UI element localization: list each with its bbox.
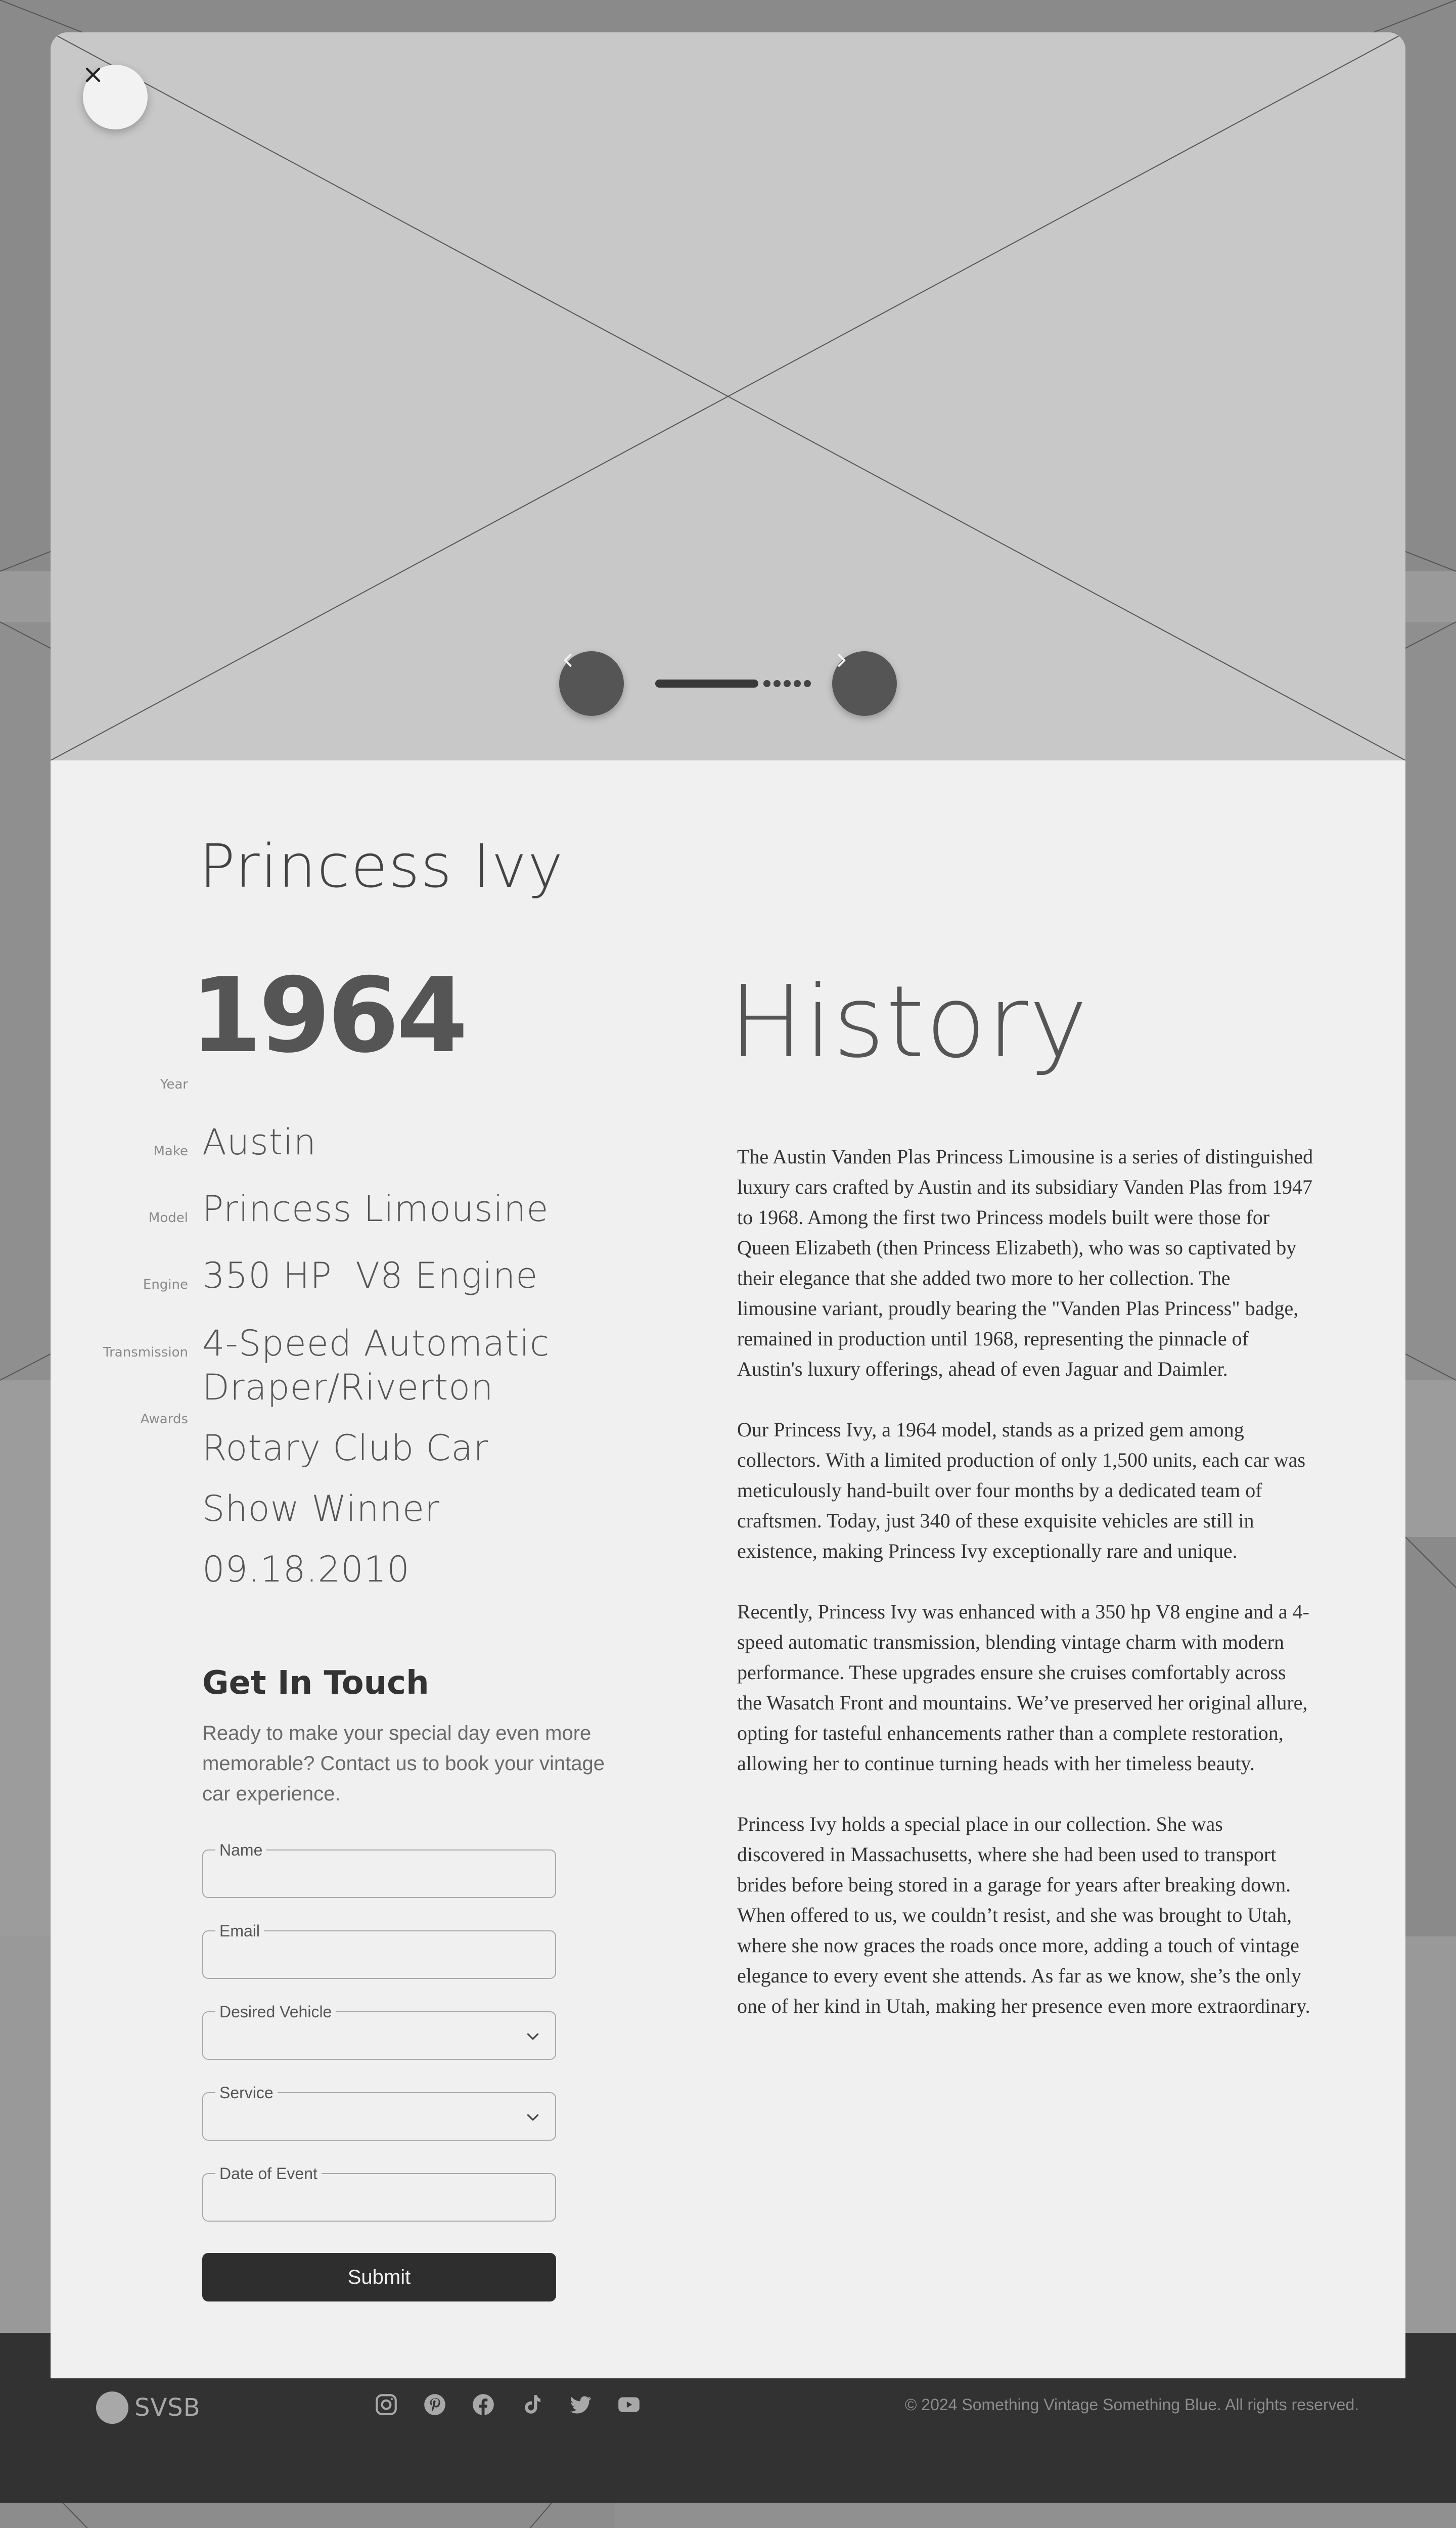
slide-dot-active[interactable] xyxy=(655,680,758,688)
spec-year-value: 1964 xyxy=(190,956,465,1076)
desired-vehicle-select[interactable] xyxy=(202,2003,556,2060)
spec-make-label: Make xyxy=(153,1144,188,1159)
facebook-icon[interactable] xyxy=(469,2390,497,2419)
chevron-right-icon xyxy=(832,651,850,669)
slide-dot[interactable] xyxy=(804,680,811,687)
spec-awards-label: Awards xyxy=(140,1412,188,1427)
contact-description: Ready to make your special day even more memorable? Contact us to book your vintage car experience. xyxy=(202,1722,605,1805)
award-line: Draper/Riverton xyxy=(202,1367,494,1408)
car-detail-modal xyxy=(51,32,1405,2378)
logo-text: SVSB xyxy=(134,2394,201,2422)
logo-mark-icon xyxy=(96,2391,128,2424)
slide-dot[interactable] xyxy=(794,680,801,687)
social-links xyxy=(372,2390,643,2419)
award-line: 09.18.2010 xyxy=(202,1549,410,1590)
spec-year-label: Year xyxy=(160,1077,188,1092)
next-image-button[interactable] xyxy=(832,651,897,716)
spec-model-label: Model xyxy=(148,1210,188,1226)
history-text xyxy=(737,1142,1313,2052)
slide-indicator xyxy=(655,679,811,689)
spec-make-value: Austin xyxy=(202,1121,316,1163)
contact-heading: Get In Touch xyxy=(202,1664,429,1702)
pinterest-icon[interactable] xyxy=(421,2390,449,2419)
instagram-icon[interactable] xyxy=(372,2390,400,2419)
image-gallery xyxy=(51,32,1405,760)
twitter-icon[interactable] xyxy=(566,2390,595,2419)
history-paragraph: Our Princess Ivy, a 1964 model, stands as a prized gem among collectors. With a limited production of only 1,500 units, each car was meticulously hand-built over four months by a dedicated team of craftsmen. Today, just 340 of these exquisite vehicles are still in existence, making Princess Ivy exceptionally rare and unique. xyxy=(737,1418,1306,1562)
close-icon xyxy=(83,65,103,85)
date-of-event-label: Date of Event xyxy=(215,2164,322,2183)
service-select[interactable] xyxy=(202,2084,556,2141)
history-heading: History xyxy=(729,965,1089,1080)
award-line: Rotary Club Car xyxy=(202,1427,489,1469)
email-field-label: Email xyxy=(215,1921,264,1940)
history-paragraph: Princess Ivy holds a special place in our collection. She was discovered in Massachusetts, where she had been used to transport brides before being stored in a garage for years after breaking down. When offered to us, we couldn’t resist, and she was brought to Utah, where she now graces the roads once more, adding a touch of vintage elegance to every event she attends. As far as we know, she’s the only one of her kind in Utah, making her presence even more extraordinary. xyxy=(737,1813,1310,2017)
background-car-card xyxy=(614,2501,1456,2528)
slide-dot[interactable] xyxy=(763,680,770,687)
spec-awards-value xyxy=(202,1357,493,1600)
previous-image-button[interactable] xyxy=(559,651,624,716)
close-button[interactable] xyxy=(83,65,148,129)
chevron-left-icon xyxy=(559,651,577,669)
spec-transmission-value: 4-Speed Automatic xyxy=(202,1323,550,1364)
footer-logo[interactable] xyxy=(96,2391,201,2424)
name-field[interactable] xyxy=(202,1841,556,1898)
slide-dot[interactable] xyxy=(784,680,791,687)
date-of-event-field[interactable] xyxy=(202,2164,556,2222)
award-line: Show Winner xyxy=(202,1488,440,1529)
chevron-down-icon xyxy=(525,2109,541,2126)
email-field[interactable] xyxy=(202,1922,556,1979)
history-paragraph: The Austin Vanden Plas Princess Limousine is a series of distinguished luxury cars crafted by Austin and its subsidiary Vanden Plas from 1947 to 1968. Among the first two Princess models built were those for Queen Elizabeth (then Princess Elizabeth), who was so captivated by their elegance that she added two more to her collection. The limousine variant, proudly bearing the "Vanden Plas Princess" badge, remained in production until 1968, representing the pinnacle of Austin's luxury offerings, ahead of even Jaguar and Daimler. xyxy=(737,1145,1313,1380)
slide-dot[interactable] xyxy=(774,680,781,687)
history-paragraph: Recently, Princess Ivy was enhanced with a 350 hp V8 engine and a 4-speed automatic transmission, blending vintage charm with modern performance. These upgrades ensure she cruises comfortably across the Wasatch Front and mountains. We’ve preserved her original allure, opting for tasteful enhancements rather than a complete restoration, allowing her to continue turning heads with her timeless beauty. xyxy=(737,1600,1309,1775)
service-label: Service xyxy=(215,2083,278,2102)
spec-engine-label: Engine xyxy=(143,1277,188,1292)
copyright-text: © 2024 Something Vintage Something Blue. All rights reserved. xyxy=(904,2396,1359,2414)
spec-model-value: Princess Limousine xyxy=(202,1188,549,1230)
spec-engine-value: 350 HP V8 Engine xyxy=(202,1255,538,1296)
chevron-down-icon xyxy=(525,2028,541,2045)
name-field-label: Name xyxy=(215,1840,266,1860)
spec-transmission-label: Transmission xyxy=(103,1345,188,1360)
image-placeholder xyxy=(51,32,1405,760)
tiktok-icon[interactable] xyxy=(518,2390,546,2419)
submit-button[interactable]: Submit xyxy=(202,2253,556,2301)
desired-vehicle-label: Desired Vehicle xyxy=(215,2002,336,2021)
car-title: Princess Ivy xyxy=(199,831,564,901)
youtube-icon[interactable] xyxy=(615,2390,643,2419)
